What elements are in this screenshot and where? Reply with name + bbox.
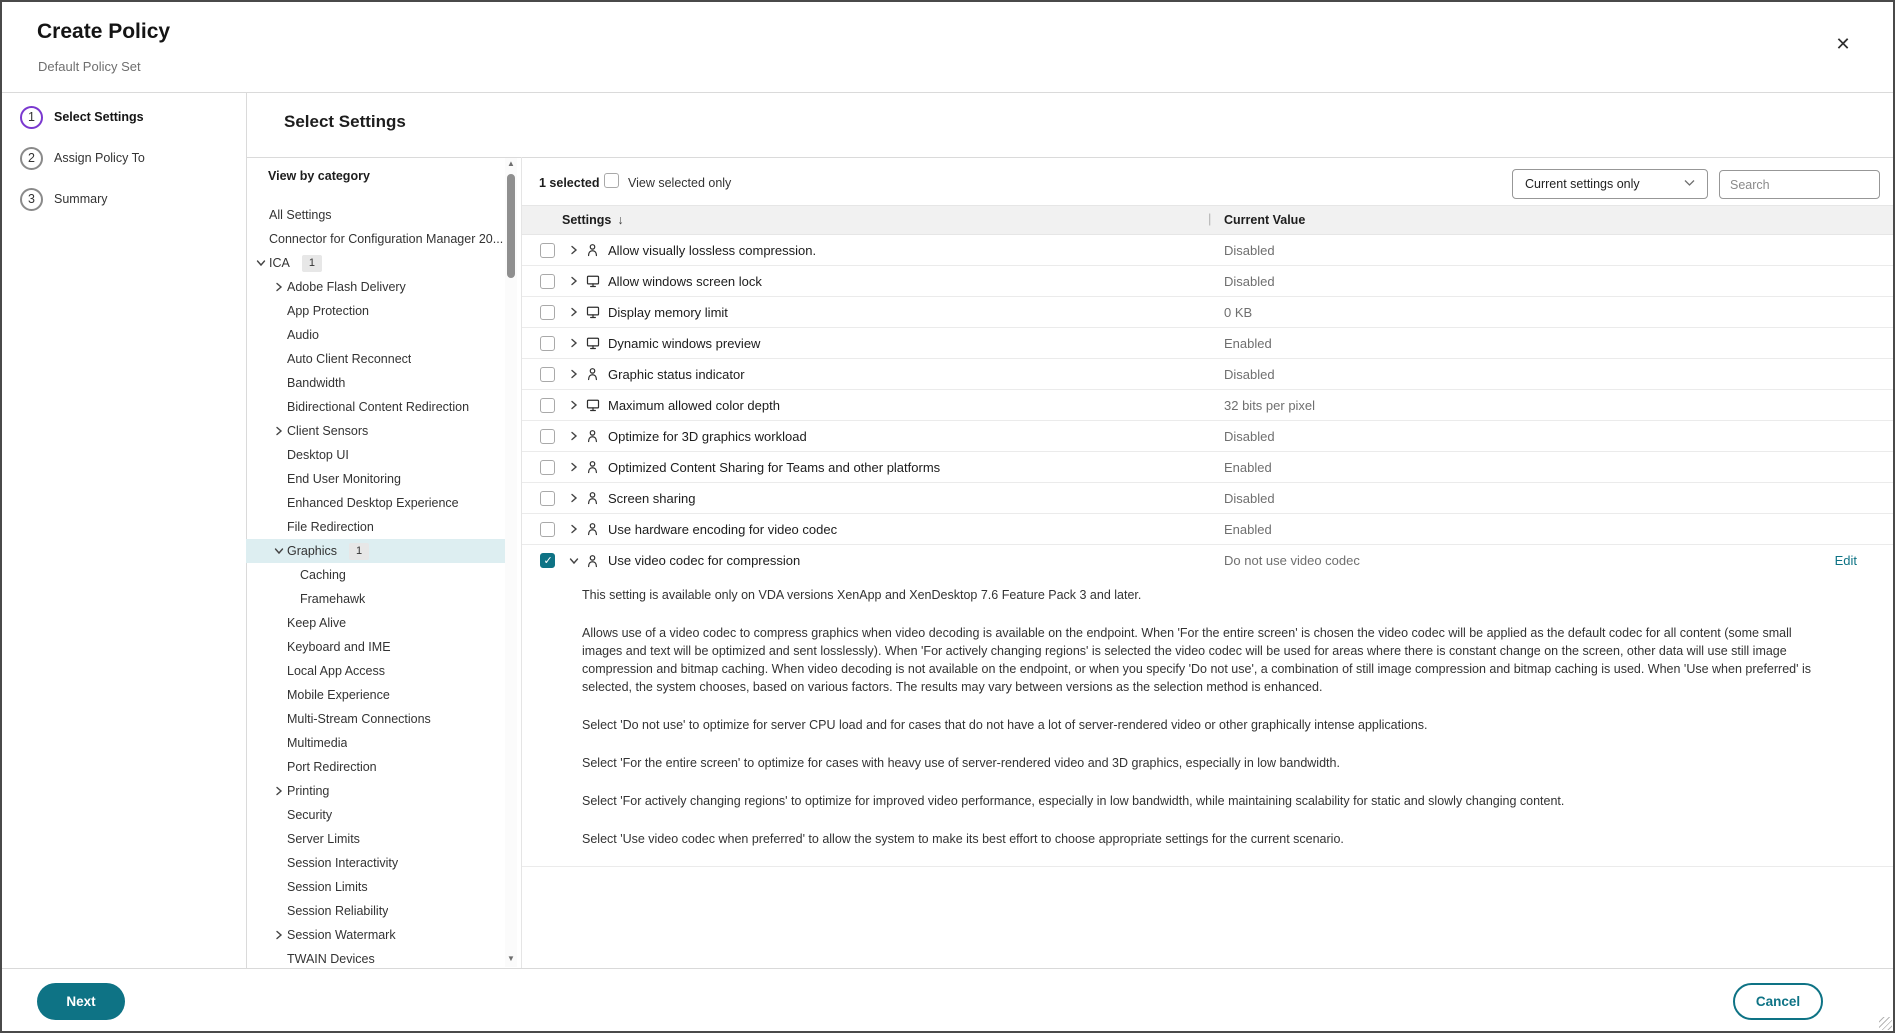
- category-item[interactable]: [246, 659, 505, 683]
- category-label: ICA: [269, 256, 290, 270]
- chevron-right-icon[interactable]: [568, 461, 581, 473]
- category-label: Framehawk: [300, 592, 366, 606]
- cancel-button[interactable]: Cancel: [1733, 983, 1823, 1020]
- category-item[interactable]: [246, 323, 505, 347]
- stepper-step-2[interactable]: [20, 145, 230, 171]
- page-title: Create Policy: [37, 20, 171, 43]
- user-icon: [586, 460, 602, 474]
- category-label: TWAIN Devices: [287, 952, 375, 966]
- user-icon: [586, 522, 602, 536]
- setting-row[interactable]: [522, 359, 1895, 390]
- category-label: Session Limits: [287, 880, 368, 894]
- settings-table-header: [522, 205, 1895, 235]
- settings-filter-dropdown[interactable]: [1512, 169, 1708, 199]
- step-label: Summary: [54, 192, 108, 206]
- setting-current-value: Disabled: [1224, 428, 1275, 444]
- chevron-right-icon[interactable]: [568, 337, 581, 349]
- category-label: Mobile Experience: [287, 688, 390, 702]
- step-number: 3: [20, 188, 43, 211]
- category-item[interactable]: [246, 275, 505, 299]
- category-item[interactable]: [246, 947, 505, 968]
- chevron-down-icon[interactable]: [568, 555, 581, 567]
- category-scrollbar[interactable]: [505, 158, 517, 967]
- setting-row[interactable]: [522, 421, 1895, 452]
- chevron-right-icon[interactable]: [273, 281, 287, 293]
- category-label: Printing: [287, 784, 330, 798]
- view-selected-label: View selected only: [628, 176, 732, 190]
- step-number: 2: [20, 147, 43, 170]
- category-label: Keyboard and IME: [287, 640, 391, 654]
- user-icon: [586, 491, 602, 505]
- chevron-right-icon[interactable]: [568, 492, 581, 504]
- setting-checkbox[interactable]: [540, 305, 555, 320]
- setting-checkbox[interactable]: [540, 336, 555, 351]
- step-label: Assign Policy To: [54, 151, 145, 165]
- category-item[interactable]: [246, 755, 505, 779]
- heading-divider: [247, 157, 1893, 158]
- category-label: Client Sensors: [287, 424, 369, 438]
- category-label: Port Redirection: [287, 760, 377, 774]
- setting-checkbox[interactable]: [540, 367, 555, 382]
- chevron-right-icon[interactable]: [273, 929, 287, 941]
- chevron-down-icon[interactable]: [273, 545, 287, 557]
- category-label: Security: [287, 808, 333, 822]
- category-label: Desktop UI: [287, 448, 349, 462]
- setting-row[interactable]: [522, 514, 1895, 545]
- category-panel-heading: View by category: [268, 169, 370, 183]
- user-icon: [586, 554, 602, 568]
- setting-current-value: Enabled: [1224, 335, 1272, 351]
- category-label: Server Limits: [287, 832, 360, 846]
- description-paragraph: This setting is available only on VDA versions XenApp and XenDesktop 7.6 Feature Pack 3 and later.: [582, 588, 1142, 602]
- category-item[interactable]: [246, 299, 505, 323]
- chevron-right-icon[interactable]: [568, 523, 581, 535]
- category-item[interactable]: [246, 419, 505, 443]
- category-label: Multi-Stream Connections: [287, 712, 431, 726]
- category-item[interactable]: [246, 803, 505, 827]
- scroll-up-icon[interactable]: ▲: [507, 159, 515, 168]
- category-item[interactable]: [246, 707, 505, 731]
- column-header-settings[interactable]: Settings ↓: [562, 213, 624, 227]
- monitor-icon: [586, 336, 602, 350]
- setting-label: Graphic status indicator: [608, 366, 745, 382]
- step-heading: Select Settings: [284, 112, 406, 131]
- setting-current-value: Enabled: [1224, 459, 1272, 475]
- category-label: Session Interactivity: [287, 856, 399, 870]
- setting-checkbox[interactable]: [540, 429, 555, 444]
- category-label: Audio: [287, 328, 319, 342]
- category-count-badge: 1: [349, 543, 369, 560]
- description-paragraph: Select 'Do not use' to optimize for server CPU load and for cases that do not have a lot of server-rendered video or other graphically intense applications.: [582, 718, 1428, 732]
- footer-divider: [2, 968, 1893, 969]
- category-item[interactable]: [246, 683, 505, 707]
- close-icon[interactable]: ✕: [1829, 30, 1857, 58]
- category-item[interactable]: [246, 587, 505, 611]
- category-item[interactable]: [246, 779, 505, 803]
- setting-checkbox[interactable]: [540, 491, 555, 506]
- setting-checkbox[interactable]: [540, 522, 555, 537]
- setting-current-value: 0 KB: [1224, 304, 1253, 320]
- category-label: End User Monitoring: [287, 472, 401, 486]
- setting-label: Display memory limit: [608, 304, 728, 320]
- chevron-right-icon[interactable]: [568, 244, 581, 256]
- category-item[interactable]: [246, 731, 505, 755]
- scroll-down-icon[interactable]: ▼: [507, 954, 515, 963]
- category-item[interactable]: [246, 443, 505, 467]
- chevron-right-icon[interactable]: [568, 430, 581, 442]
- step-number: 1: [20, 106, 43, 129]
- wizard-stepper: [20, 104, 230, 227]
- category-item[interactable]: [246, 899, 505, 923]
- category-label: Session Watermark: [287, 928, 396, 942]
- setting-current-value: Disabled: [1224, 366, 1275, 382]
- category-label: Session Reliability: [287, 904, 389, 918]
- chevron-right-icon[interactable]: [273, 425, 287, 437]
- setting-current-value: Enabled: [1224, 521, 1272, 537]
- chevron-right-icon[interactable]: [273, 785, 287, 797]
- category-item[interactable]: [246, 563, 505, 587]
- chevron-down-icon: [1682, 175, 1697, 193]
- description-paragraph: Select 'For actively changing regions' to optimize for improved video performance, especially in low bandwidth, while maintaining scalability for static and slowly changing content.: [582, 794, 1565, 808]
- column-divider: |: [1208, 211, 1212, 226]
- category-label: Keep Alive: [287, 616, 347, 630]
- category-label: All Settings: [269, 208, 332, 222]
- user-icon: [586, 367, 602, 381]
- sort-descending-icon: ↓: [617, 213, 624, 227]
- category-item[interactable]: [246, 539, 505, 563]
- category-label: Multimedia: [287, 736, 348, 750]
- setting-row[interactable]: [522, 266, 1895, 297]
- category-label: Connector for Configuration Manager 20...: [269, 232, 504, 246]
- chevron-right-icon[interactable]: [568, 368, 581, 380]
- category-label: File Redirection: [287, 520, 374, 534]
- category-item[interactable]: [246, 875, 505, 899]
- setting-row[interactable]: [522, 452, 1895, 483]
- setting-label: Use hardware encoding for video codec: [608, 521, 838, 537]
- setting-row[interactable]: [522, 235, 1895, 266]
- column-header-current-value: Current Value: [1224, 213, 1306, 227]
- setting-label: Dynamic windows preview: [608, 335, 761, 351]
- setting-description: [522, 576, 1895, 867]
- category-item[interactable]: [246, 827, 505, 851]
- category-item[interactable]: [246, 635, 505, 659]
- chevron-down-icon[interactable]: [255, 257, 269, 269]
- setting-checkbox[interactable]: [540, 553, 555, 568]
- setting-label: Use video codec for compression: [608, 553, 801, 568]
- category-label: Adobe Flash Delivery: [287, 280, 406, 294]
- stepper-step-1[interactable]: [20, 104, 230, 130]
- category-label: App Protection: [287, 304, 369, 318]
- stepper-step-3[interactable]: [20, 186, 230, 212]
- category-label: Local App Access: [287, 664, 385, 678]
- category-label: Graphics: [287, 544, 338, 558]
- setting-label: Allow visually lossless compression.: [608, 242, 817, 258]
- view-selected-checkbox[interactable]: [604, 173, 619, 188]
- category-item[interactable]: [246, 251, 505, 275]
- monitor-icon: [586, 305, 602, 319]
- category-item[interactable]: [246, 347, 505, 371]
- setting-label: Allow windows screen lock: [608, 273, 762, 289]
- category-label: Caching: [300, 568, 346, 582]
- setting-row[interactable]: [522, 328, 1895, 359]
- category-item[interactable]: [246, 395, 505, 419]
- category-item[interactable]: [246, 515, 505, 539]
- category-label: Bidirectional Content Redirection: [287, 400, 470, 414]
- setting-row[interactable]: [522, 297, 1895, 328]
- next-button[interactable]: Next: [37, 983, 125, 1020]
- monitor-icon: [586, 274, 602, 288]
- setting-label: Optimized Content Sharing for Teams and other platforms: [608, 459, 941, 475]
- setting-row[interactable]: [522, 545, 1895, 576]
- category-item[interactable]: [246, 227, 505, 251]
- category-item[interactable]: [246, 467, 505, 491]
- setting-current-value: Disabled: [1224, 490, 1275, 506]
- description-paragraph: Select 'For the entire screen' to optimize for cases with heavy use of server-rendered video and 3D graphics, especially in low bandwidth.: [582, 756, 1340, 770]
- setting-checkbox[interactable]: [540, 460, 555, 475]
- setting-checkbox[interactable]: [540, 243, 555, 258]
- category-item[interactable]: [246, 371, 505, 395]
- user-icon: [586, 243, 602, 257]
- description-paragraph: Allows use of a video codec to compress graphics when video decoding is available on the endpoint. When 'For the entire screen' is chosen the video codec will be applied as the default codec for all content (some small images and text will be optimized and sent losslessly). When 'For actively changing regions' is selected the video codec will be used for areas where there is constant change on the screen, other data will use still image compression and bitmap caching. When video decoding is not available on the endpoint, or when you specify 'Do not use', a combination of still image compression and bitmap caching is used. When 'Use when preferred' is selected, the system chooses, based on various factors. The results may vary between versions as the selection method is enhanced.: [582, 626, 1811, 694]
- setting-checkbox[interactable]: [540, 398, 555, 413]
- category-label: Bandwidth: [287, 376, 346, 390]
- setting-current-value: Do not use video codec: [1224, 553, 1360, 568]
- category-item[interactable]: [246, 851, 505, 875]
- category-item[interactable]: [246, 203, 505, 227]
- header-divider: [2, 92, 1893, 93]
- settings-table-body: [522, 235, 1895, 576]
- category-item[interactable]: [246, 611, 505, 635]
- chevron-right-icon[interactable]: [568, 275, 581, 287]
- filter-dropdown-value: Current settings only: [1525, 177, 1640, 191]
- setting-current-value: Disabled: [1224, 242, 1275, 258]
- category-label: Enhanced Desktop Experience: [287, 496, 459, 510]
- setting-current-value: Disabled: [1224, 273, 1275, 289]
- monitor-icon: [586, 398, 602, 412]
- setting-label: Maximum allowed color depth: [608, 397, 780, 413]
- resize-grip-icon[interactable]: [1879, 1017, 1892, 1030]
- scrollbar-thumb[interactable]: [507, 174, 515, 278]
- category-label: Auto Client Reconnect: [287, 352, 412, 366]
- setting-label: Optimize for 3D graphics workload: [608, 428, 807, 444]
- search-input[interactable]: [1719, 170, 1880, 199]
- setting-row[interactable]: [522, 483, 1895, 514]
- setting-current-value: 32 bits per pixel: [1224, 397, 1316, 413]
- step-label: Select Settings: [54, 110, 144, 124]
- setting-checkbox[interactable]: [540, 274, 555, 289]
- user-icon: [586, 429, 602, 443]
- setting-label: Screen sharing: [608, 490, 696, 506]
- category-tree: [246, 203, 505, 968]
- chevron-right-icon[interactable]: [568, 306, 581, 318]
- setting-row[interactable]: [522, 390, 1895, 421]
- chevron-right-icon[interactable]: [568, 399, 581, 411]
- category-count-badge: 1: [302, 255, 322, 272]
- selected-count: 1 selected: [539, 176, 600, 190]
- category-item[interactable]: [246, 491, 505, 515]
- policy-set-subtitle: Default Policy Set: [38, 59, 141, 74]
- description-paragraph: Select 'Use video codec when preferred' to allow the system to make its best effort to choose appropriate settings for the current scenario.: [582, 832, 1344, 846]
- edit-link[interactable]: Edit: [1834, 553, 1857, 568]
- category-item[interactable]: [246, 923, 505, 947]
